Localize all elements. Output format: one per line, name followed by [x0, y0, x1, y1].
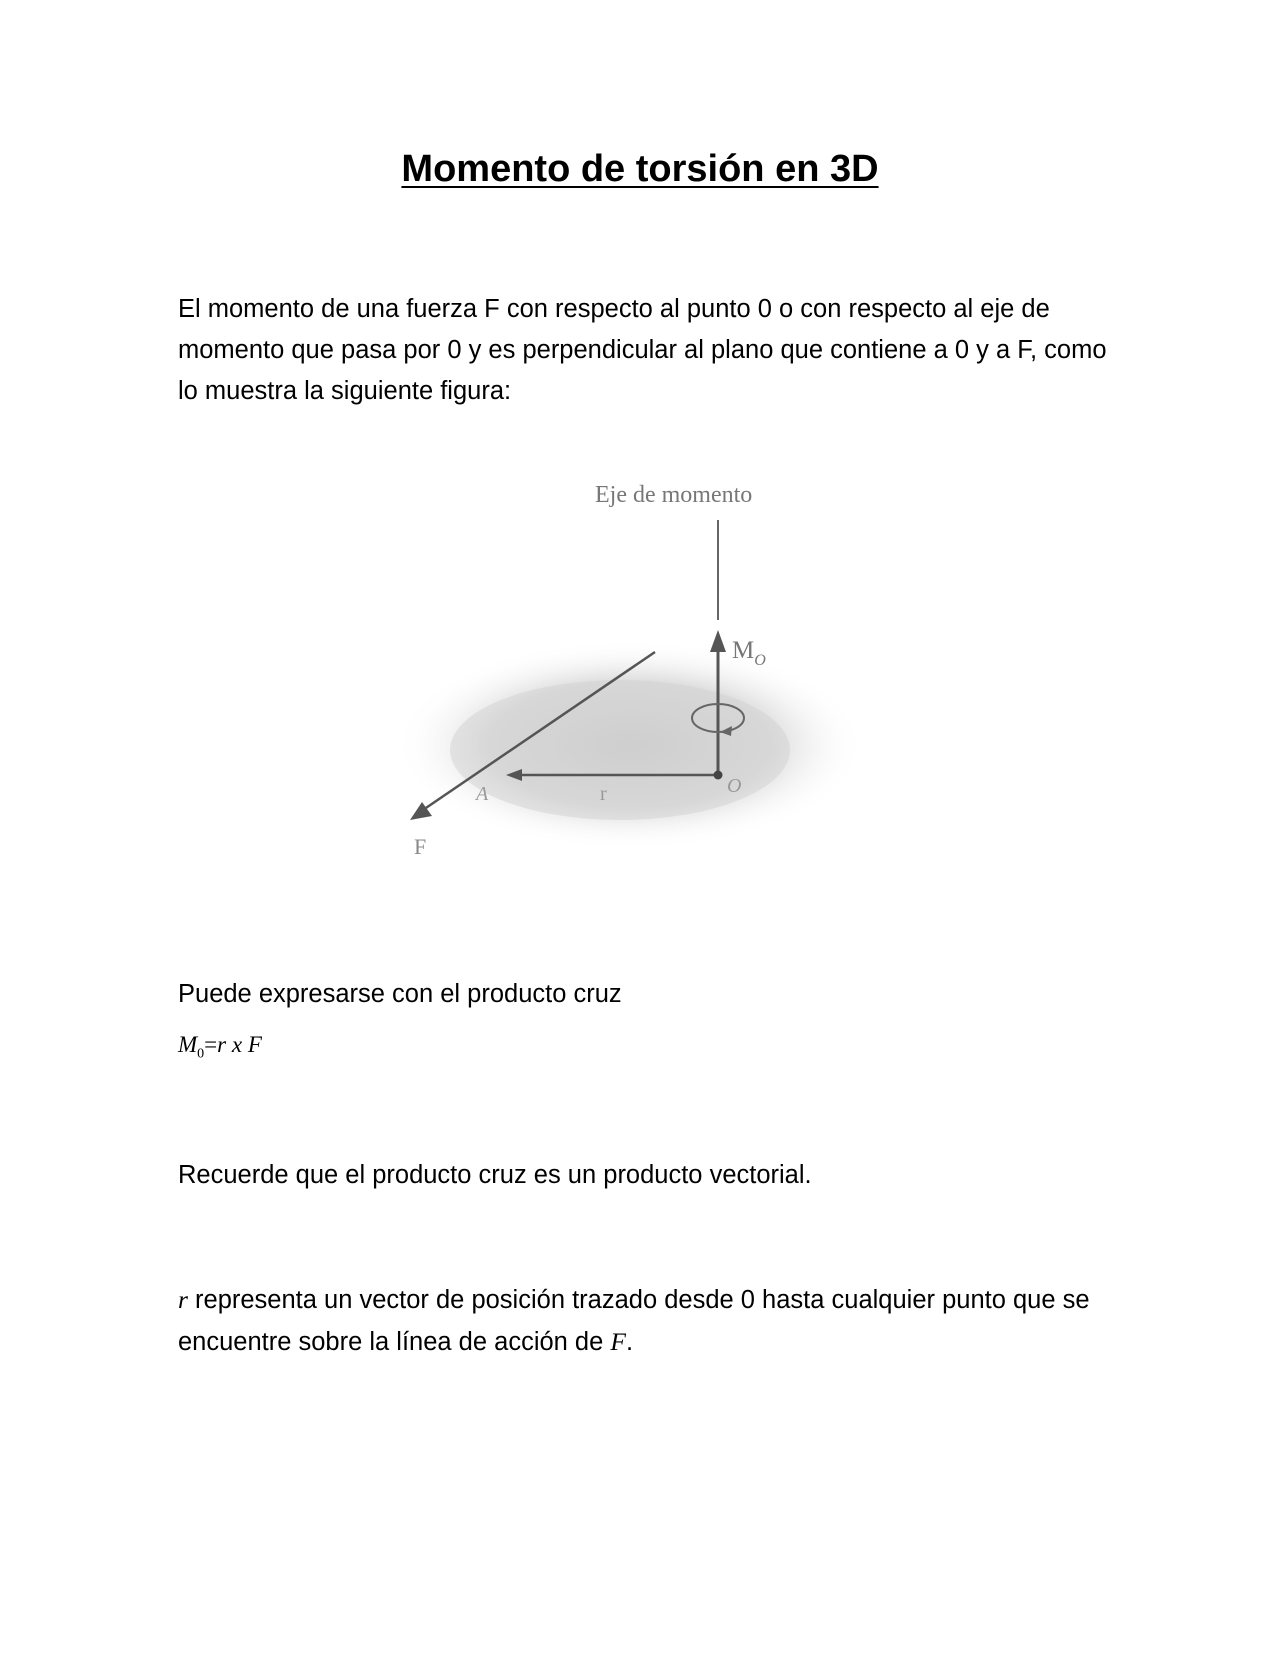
formula-x: x	[226, 1032, 248, 1057]
r-variable: r	[178, 1285, 188, 1314]
formula-r: r	[217, 1032, 227, 1057]
formula-moment-sub: 0	[197, 1046, 205, 1062]
r-description-paragraph	[178, 1279, 1108, 1363]
axis-label: Eje de momento	[595, 482, 753, 508]
point-o-dot	[714, 771, 723, 780]
vector-r-label: r	[600, 783, 607, 805]
force-label: F	[414, 834, 427, 859]
end-period: .	[625, 1328, 634, 1356]
shaded-plane-core	[450, 680, 790, 820]
r-description-text: representa un vector de posición trazado desde 0 hasta cualquier punto que se encuentre sobre la línea de acción de	[178, 1286, 1090, 1356]
point-a-label: A	[476, 783, 489, 805]
cross-product-formula	[178, 1032, 262, 1063]
f-variable: F	[610, 1327, 626, 1356]
cross-product-intro: Puede expresarse con el producto cruz	[178, 980, 622, 1008]
formula-f: F	[247, 1032, 262, 1057]
moment-vector-arrowhead	[710, 630, 726, 652]
formula-moment: M	[178, 1032, 198, 1057]
moment-figure	[370, 440, 890, 900]
formula-equals: =	[204, 1032, 218, 1057]
moment-label: $M_O$	[732, 637, 766, 669]
page-title: Momento de torsión en 3D	[401, 148, 879, 190]
intro-paragraph: El momento de una fuerza F con respecto al punto 0 o con respecto al eje de momento que pasa por 0 y es perpendicular al plano que contiene a 0 y a F, como lo muestra la siguiente figura:	[178, 295, 1107, 405]
point-o-label: O	[727, 775, 742, 797]
reminder-paragraph: Recuerde que el producto cruz es un producto vectorial.	[178, 1161, 812, 1189]
